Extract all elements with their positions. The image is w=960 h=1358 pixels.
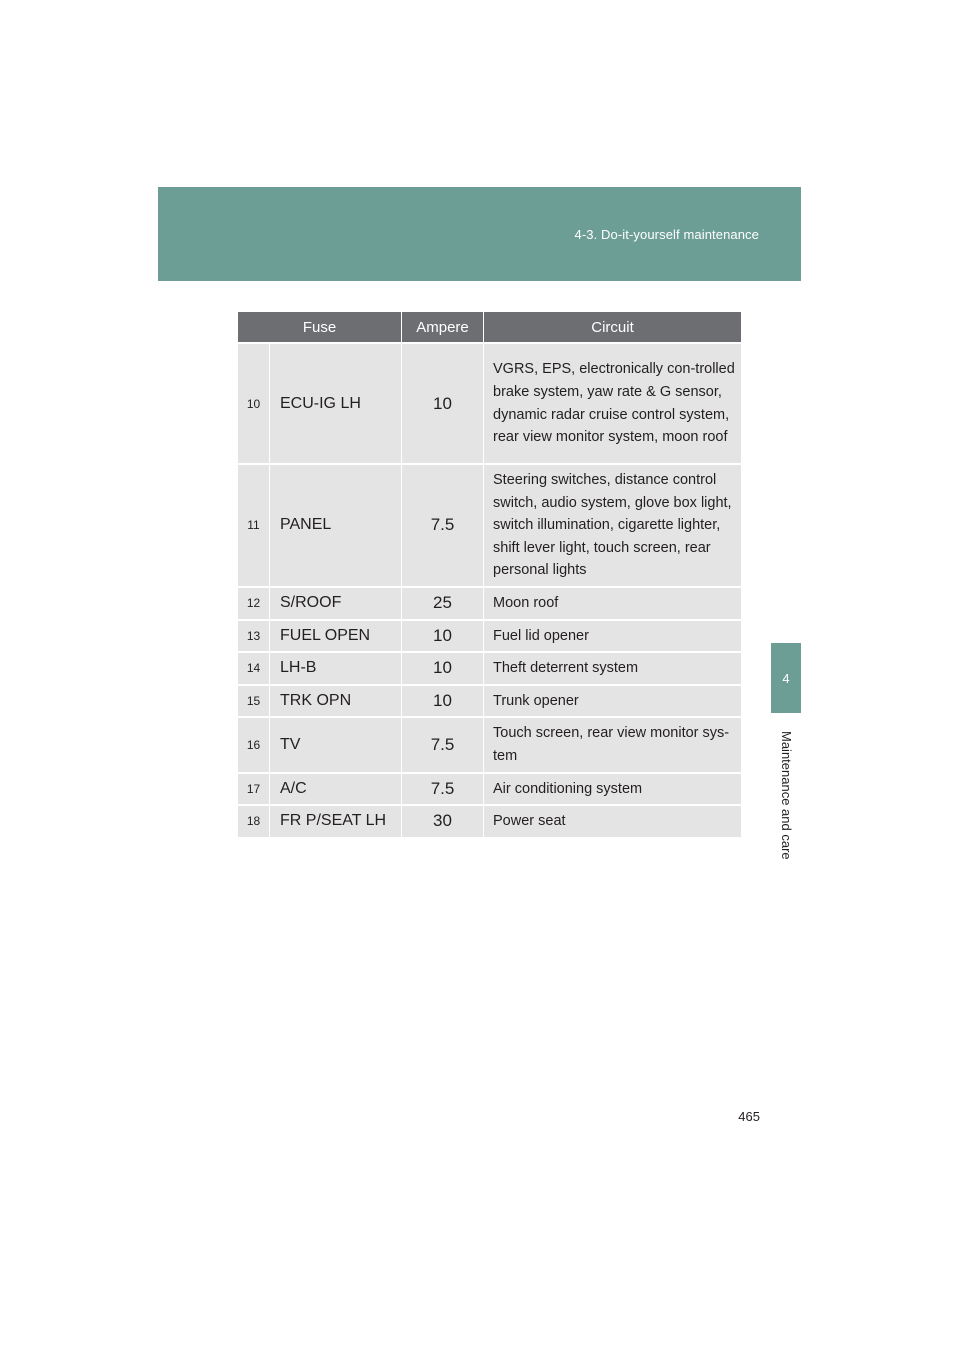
fuse-number: 13 — [238, 619, 270, 652]
ampere-column-header: Ampere — [402, 312, 484, 342]
page-number: 465 — [738, 1109, 760, 1124]
section-title: 4-3. Do-it-yourself maintenance — [574, 227, 759, 242]
fuse-number: 18 — [238, 804, 270, 837]
fuse-name: FR P/SEAT LH — [270, 804, 402, 837]
fuse-ampere: 30 — [402, 804, 484, 837]
chapter-number: 4 — [782, 670, 790, 686]
fuse-ampere: 10 — [402, 619, 484, 652]
fuse-number: 16 — [238, 716, 270, 771]
fuse-column-header: Fuse — [238, 312, 402, 342]
fuse-table — [238, 312, 741, 837]
fuse-ampere: 7.5 — [402, 716, 484, 771]
chapter-tab — [771, 643, 801, 713]
fuse-circuit: Theft deterrent system — [484, 651, 741, 684]
fuse-ampere: 10 — [402, 342, 484, 463]
fuse-ampere: 7.5 — [402, 772, 484, 805]
fuse-circuit: Air conditioning system — [484, 772, 741, 805]
table-row — [238, 619, 741, 652]
table-header-row — [238, 312, 741, 342]
table-row — [238, 716, 741, 771]
circuit-column-header: Circuit — [484, 312, 741, 342]
fuse-number: 12 — [238, 586, 270, 619]
fuse-name: FUEL OPEN — [270, 619, 402, 652]
fuse-ampere: 10 — [402, 684, 484, 717]
fuse-ampere: 7.5 — [402, 463, 484, 586]
fuse-circuit: Trunk opener — [484, 684, 741, 717]
fuse-name: A/C — [270, 772, 402, 805]
fuse-circuit: Steering switches, distance control switch, audio system, glove box light, switch illumination, cigarette lighter, shift lever light, touch screen, rear personal lights — [484, 463, 741, 586]
fuse-number: 11 — [238, 463, 270, 586]
chapter-label: Maintenance and care — [779, 730, 794, 860]
fuse-name: TRK OPN — [270, 684, 402, 717]
fuse-name: PANEL — [270, 463, 402, 586]
fuse-name: LH-B — [270, 651, 402, 684]
table-row — [238, 684, 741, 717]
fuse-name: TV — [270, 716, 402, 771]
table-row — [238, 804, 741, 837]
fuse-circuit: Moon roof — [484, 586, 741, 619]
table-row — [238, 586, 741, 619]
fuse-circuit: Power seat — [484, 804, 741, 837]
fuse-name: S/ROOF — [270, 586, 402, 619]
fuse-circuit: Touch screen, rear view monitor sys-tem — [484, 716, 741, 771]
section-header-band — [158, 187, 801, 281]
fuse-number: 17 — [238, 772, 270, 805]
fuse-number: 10 — [238, 342, 270, 463]
fuse-circuit: Fuel lid opener — [484, 619, 741, 652]
fuse-ampere: 10 — [402, 651, 484, 684]
fuse-number: 14 — [238, 651, 270, 684]
fuse-circuit: VGRS, EPS, electronically con-trolled brake system, yaw rate & G sensor, dynamic radar cruise control system, rear view monitor system, moon roof — [484, 342, 741, 463]
table-row — [238, 463, 741, 586]
fuse-ampere: 25 — [402, 586, 484, 619]
fuse-number: 15 — [238, 684, 270, 717]
table-row — [238, 651, 741, 684]
table-row — [238, 342, 741, 463]
fuse-name: ECU-IG LH — [270, 342, 402, 463]
table-row — [238, 772, 741, 805]
